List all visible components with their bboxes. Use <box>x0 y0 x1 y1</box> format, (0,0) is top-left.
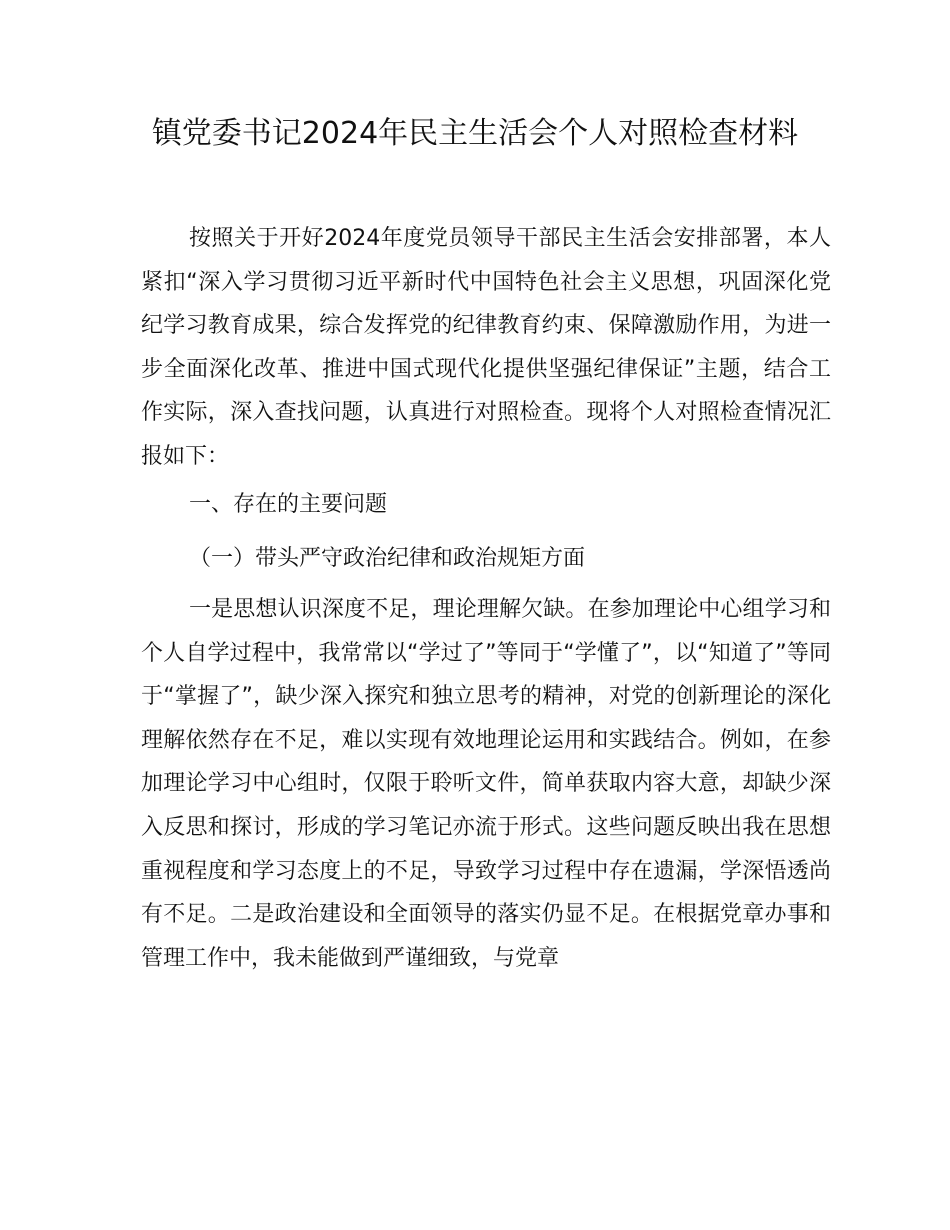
intro-paragraph: 按照关于开好2024年度党员领导干部民主生活会安排部署，本人紧扣“深入学习贯彻习近平新时代中国特色社会主义思想，巩固深化党纪学习教育成果，综合发挥党的纪律教育约束、保障激励作用，为进一步全面深化改革、推进中国式现代化提供坚强纪律保证”主题，结合工作实际，深入查找问题，认真进行对照检查。现将个人对照检查情况汇报如下： <box>141 226 831 469</box>
subsection-heading: （一）带头严守政治纪律和政治规矩方面 <box>189 546 586 571</box>
document-title: 镇党委书记2024年民主生活会个人对照检查材料 <box>151 116 799 151</box>
issue-paragraph: 一是思想认识深度不足，理论理解欠缺。在参加理论中心组学习和个人自学过程中，我常常以“学过了”等同于“学懂了”，以“知道了”等同于“掌握了”，缺少深入探究和独立思考的精神，对党的创新理论的深化理解依然存在不足，难以实现有效地理论运用和实践结合。例如，在参加理论学习中心组时，仅限于聆听文件，简单获取内容大意，却缺少深入反思和探讨，形成的学习笔记亦流于形式。这些问题反映出我在思想重视程度和学习态度上的不足，导致学习过程中存在遗漏，学深悟透尚有不足。二是政治建设和全面领导的落实仍显不足。在根据党章办事和管理工作中，我未能做到严谨细致，与党章 <box>141 597 831 971</box>
section-heading: 一、存在的主要问题 <box>189 492 388 517</box>
